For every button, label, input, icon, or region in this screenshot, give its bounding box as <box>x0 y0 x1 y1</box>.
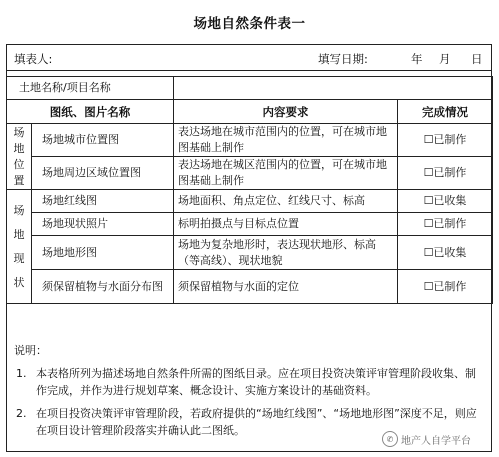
note-text: 在项目投资决策评审管理阶段，若政府提供的“场地红线图”、“场地地形图”深度不足，则应在项目设计管理阶段落实并确认此二图纸。 <box>36 407 477 437</box>
notes-section <box>14 342 484 439</box>
note-item <box>14 365 484 399</box>
row-status-checkbox[interactable]: ☐已制作 <box>398 213 493 236</box>
header-requirement: 内容要求 <box>174 100 398 124</box>
conditions-table <box>6 76 493 304</box>
row-requirement: 表达场地在城市范围内的位置，可在城市地图基础上制作 <box>174 124 398 157</box>
row-status-checkbox[interactable]: ☐已收集 <box>398 190 493 213</box>
row-name: 场地周边区域位置图 <box>32 157 174 190</box>
note-text: 本表格所列为描述场地自然条件所需的图纸目录。应在项目投资决策评审管理阶段收集、制作完成，并作为进行规划草案、概念设计、实施方案设计的基础资料。 <box>36 367 476 397</box>
wechat-icon: ✆ <box>382 431 398 447</box>
note-number: 2. <box>16 407 27 420</box>
row-requirement: 表达场地在城区范围内的位置，可在城市地图基础上制作 <box>174 157 398 190</box>
notes-label: 说明： <box>14 344 47 357</box>
row-name: 场地城市位置图 <box>32 124 174 157</box>
row-status-checkbox[interactable]: ☐已收集 <box>398 236 493 270</box>
table-row <box>7 157 493 190</box>
header-row <box>7 100 493 124</box>
watermark <box>382 431 471 447</box>
row-requirement: 标明拍摄点与目标点位置 <box>174 213 398 236</box>
row-requirement: 场地面积、角点定位、红线尺寸、标高 <box>174 190 398 213</box>
filler-label: 填表人: <box>14 52 53 66</box>
header-name: 图纸、图片名称 <box>7 100 174 124</box>
row-status-checkbox[interactable]: ☐已制作 <box>398 270 493 304</box>
land-name-label: 土地名称/项目名称 <box>7 77 174 100</box>
group-current-state <box>7 190 32 304</box>
row-requirement: 场地为复杂地形时，表达现状地形、标高（等高线）、现状地貌 <box>174 236 398 270</box>
table-row <box>7 270 493 304</box>
table-row <box>7 236 493 270</box>
table-row <box>7 213 493 236</box>
row-name: 场地现状照片 <box>32 213 174 236</box>
land-name-value[interactable] <box>174 77 493 100</box>
date-year: 年 <box>411 52 423 66</box>
row-requirement: 须保留植物与水面的定位 <box>174 270 398 304</box>
table-row <box>7 190 493 213</box>
row-name: 场地地形图 <box>32 236 174 270</box>
land-name-row <box>7 77 493 100</box>
header-status: 完成情况 <box>398 100 493 124</box>
page-title: 场地自然条件表一 <box>193 16 306 32</box>
group-location-label: 场地位置 <box>13 125 25 187</box>
table-row <box>7 124 493 157</box>
date-month: 月 <box>439 52 451 66</box>
row-name: 须保留植物与水面分布图 <box>32 270 174 304</box>
watermark-text: 地产人自学平台 <box>401 435 471 447</box>
row-status-checkbox[interactable]: ☐已制作 <box>398 157 493 190</box>
header-divider <box>6 70 492 71</box>
group-current-label: 场地现状 <box>13 203 25 289</box>
date-day: 日 <box>471 52 483 66</box>
row-name: 场地红线图 <box>32 190 174 213</box>
row-status-checkbox[interactable]: ☐已制作 <box>398 124 493 157</box>
fill-date-label: 填写日期: <box>318 52 368 66</box>
group-location <box>7 124 32 190</box>
note-number: 1. <box>16 367 27 380</box>
